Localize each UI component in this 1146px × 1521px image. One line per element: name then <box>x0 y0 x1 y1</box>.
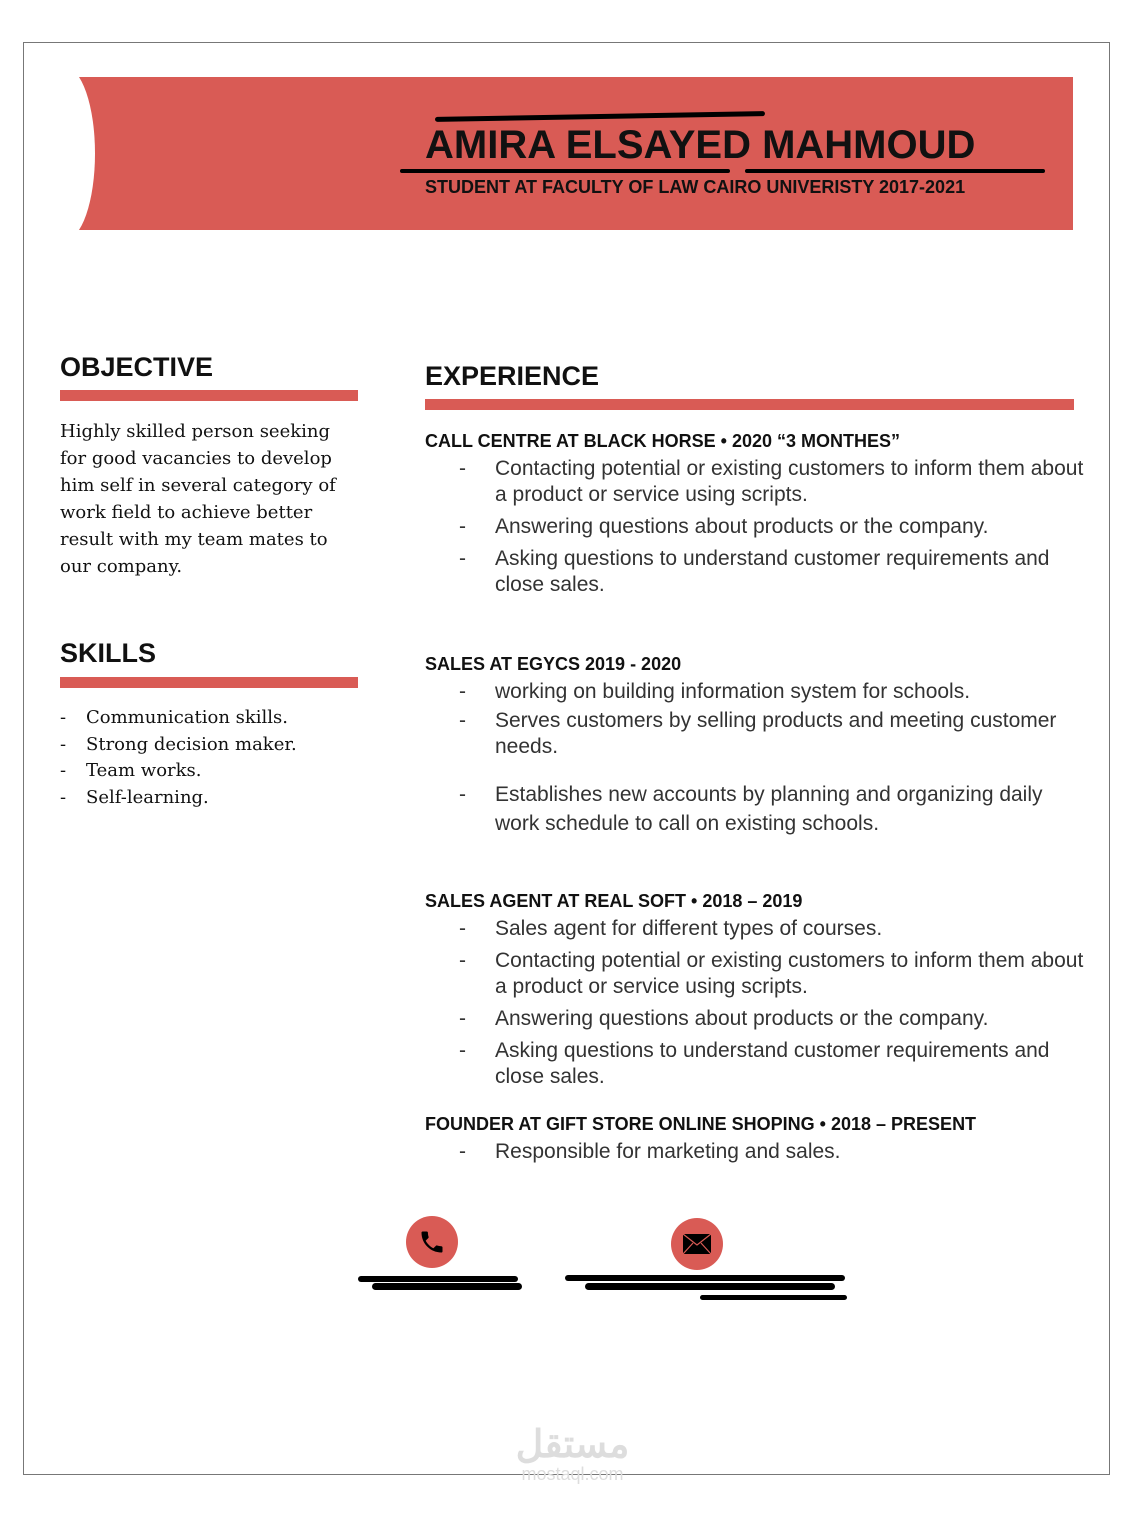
job-title: FOUNDER AT GIFT STORE ONLINE SHOPING • 2018 – PRESENT <box>425 1114 977 1134</box>
watermark <box>500 1425 645 1483</box>
job-entry <box>425 431 1085 604</box>
job-title: CALL CENTRE AT BLACK HORSE • 2020 “3 MONTHES” <box>425 431 901 451</box>
banner-curve <box>35 67 95 240</box>
email-redaction <box>700 1295 847 1300</box>
job-entry <box>425 1114 1085 1171</box>
job-title: SALES AGENT AT REAL SOFT • 2018 – 2019 <box>425 891 803 911</box>
job-bullet: - working on building information system for schools. <box>459 679 1085 705</box>
objective-rule <box>60 390 358 401</box>
email-redaction <box>585 1283 835 1290</box>
experience-heading: EXPERIENCE <box>425 361 600 391</box>
redaction-scribble <box>435 111 765 122</box>
job-title: SALES AT EGYCS 2019 - 2020 <box>425 654 682 674</box>
phone-redaction <box>358 1276 518 1282</box>
header-banner <box>65 77 1073 230</box>
job-bullet: - Serves customers by selling products and meeting customer needs. <box>459 708 1085 760</box>
objective-text: Highly skilled person seeking for good vacancies to develop him self in several category of work field to achieve better result with my team mates to our company. <box>60 421 336 577</box>
job-bullet: - Answering questions about products or the company. <box>459 1006 1085 1032</box>
watermark-arabic: مستقل <box>515 1424 630 1466</box>
job-bullet: - Contacting potential or existing customers to inform them about a product or service using scripts. <box>459 948 1085 1000</box>
skill-item: - Communication skills. <box>60 705 297 732</box>
job-bullet: - Asking questions to understand customer requirements and close sales. <box>459 546 1085 598</box>
experience-rule <box>425 399 1074 410</box>
watermark-latin: mostaql.com <box>521 1464 624 1484</box>
job-bullet: - Answering questions about products or the company. <box>459 514 1085 540</box>
skills-heading: SKILLS <box>60 638 157 668</box>
job-entry <box>425 654 1085 844</box>
job-bullet: - Contacting potential or existing customers to inform them about a product or service using scripts. <box>459 456 1085 508</box>
skill-item: - Strong decision maker. <box>60 732 297 759</box>
redaction-scribble <box>745 169 1045 173</box>
candidate-name: AMIRA ELSAYED MAHMOUD <box>425 123 976 167</box>
phone-icon <box>406 1216 458 1268</box>
job-bullet: - Sales agent for different types of courses. <box>459 916 1085 942</box>
skills-rule <box>60 677 358 688</box>
skills-list <box>60 705 297 811</box>
objective-heading: OBJECTIVE <box>60 352 214 382</box>
skill-item: - Self-learning. <box>60 785 297 812</box>
skill-item: - Team works. <box>60 758 297 785</box>
envelope-icon <box>671 1218 723 1270</box>
header-subtitle: STUDENT AT FACULTY OF LAW CAIRO UNIVERISTY 2017-2021 <box>425 177 966 197</box>
phone-redaction <box>372 1283 522 1290</box>
job-bullet: - Responsible for marketing and sales. <box>459 1139 1085 1165</box>
email-redaction <box>565 1275 845 1281</box>
job-bullet: - Asking questions to understand customer requirements and close sales. <box>459 1038 1085 1090</box>
job-bullet: - Establishes new accounts by planning and organizing daily work schedule to call on existing schools. <box>459 780 1085 838</box>
redaction-scribble <box>400 169 730 173</box>
job-entry <box>425 891 1085 1096</box>
